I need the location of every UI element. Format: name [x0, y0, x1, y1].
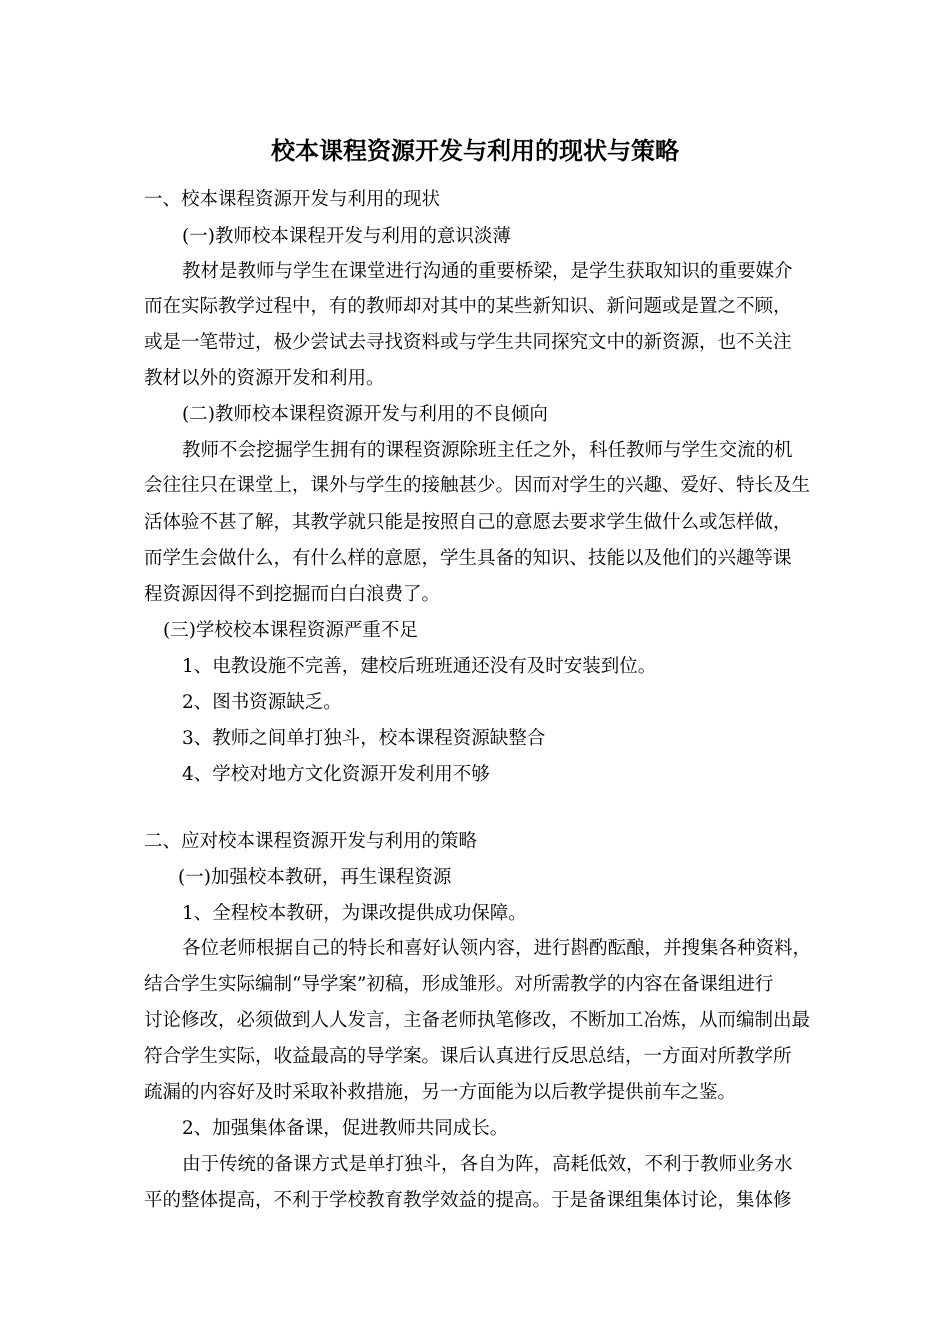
paragraph-line: 由于传统的备课方式是单打独斗，各自为阵，高耗低效，不利于教师业务水: [182, 1154, 793, 1175]
paragraph-line: 平的整体提高，不利于学校教育教学效益的提高。于是备课组集体讨论，集体修: [144, 1190, 792, 1211]
paragraph-line: 程资源因得不到挖掘而白白浪费了。: [144, 584, 441, 605]
subsection-heading-1-1: (一)教师校本课程开发与利用的意识淡薄: [182, 226, 511, 247]
paragraph-line: 各位老师根据自己的特长和喜好认领内容，进行斟酌酝酿，并搜集各种资料，: [182, 938, 812, 959]
list-item: 2、加强集体备课，促进教师共同成长。: [182, 1118, 509, 1139]
subsection-heading-1-2: (二)教师校本课程资源开发与利用的不良倾向: [182, 404, 548, 425]
paragraph-line: 结合学生实际编制“导学案”初稿，形成雏形。对所需教学的内容在备课组进行: [144, 974, 774, 995]
paragraph-line: 会往往只在课堂上，课外与学生的接触甚少。因而对学生的兴趣、爱好、特长及生: [144, 475, 811, 496]
paragraph-line: 教师不会挖掘学生拥有的课程资源除班主任之外，科任教师与学生交流的机: [182, 440, 793, 461]
list-item: 1、全程校本教研，为课改提供成功保障。: [182, 903, 527, 924]
section-heading-2: 二、应对校本课程资源开发与利用的策略: [144, 831, 478, 852]
document-title: 校本课程资源开发与利用的现状与策略: [271, 137, 679, 165]
paragraph-line: 而学生会做什么，有什么样的意愿，学生具备的知识、技能以及他们的兴趣等课: [144, 548, 792, 569]
paragraph-line: 教材以外的资源开发和利用。: [144, 368, 385, 389]
list-item: 1、电教设施不完善，建校后班班通还没有及时安装到位。: [182, 656, 657, 677]
paragraph-line: 活体验不甚了解，其教学就只能是按照自己的意愿去要求学生做什么或怎样做，: [144, 512, 792, 533]
paragraph-line: 讨论修改，必须做到人人发言，主备老师执笔修改，不断加工冶炼，从而编制出最: [144, 1010, 811, 1031]
subsection-heading-1-3: (三)学校校本课程资源严重不足: [163, 620, 418, 641]
paragraph-line: 而在实际教学过程中，有的教师却对其中的某些新知识、新问题或是置之不顾，: [144, 296, 792, 317]
paragraph-line: 符合学生实际，收益最高的导学案。课后认真进行反思总结，一方面对所教学所: [144, 1046, 792, 1067]
paragraph-line: 疏漏的内容好及时采取补救措施，另一方面能为以后教学提供前车之鉴。: [144, 1082, 737, 1103]
section-heading-1: 一、校本课程资源开发与利用的现状: [144, 189, 441, 210]
paragraph-line: 或是一笔带过，极少尝试去寻找资料或与学生共同探究文中的新资源，也不关注: [144, 332, 792, 353]
subsection-heading-2-1: (一)加强校本教研，再生课程资源: [178, 867, 452, 888]
list-item: 4、学校对地方文化资源开发利用不够: [182, 764, 490, 785]
list-item: 3、教师之间单打独斗，校本课程资源缺整合: [182, 728, 546, 749]
list-item: 2、图书资源缺乏。: [182, 692, 342, 713]
paragraph-line: 教材是教师与学生在课堂进行沟通的重要桥梁，是学生获取知识的重要媒介: [182, 261, 793, 282]
